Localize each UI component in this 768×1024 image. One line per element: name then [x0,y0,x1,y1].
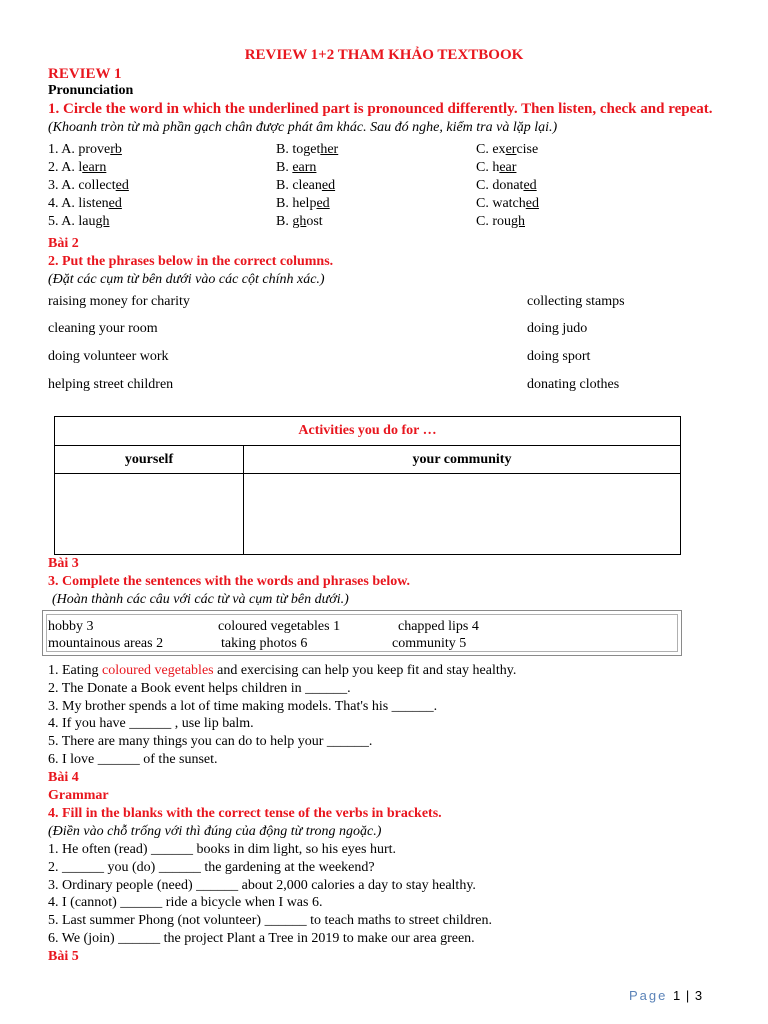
phrase-right-3: doing sport [527,349,591,364]
exercise-4-sentence-1: 1. He often (read) ______ books in dim light, so his eyes hurt. [48,842,397,857]
q2-option-b[interactable]: B. earn [276,160,317,175]
page-number: 1 [673,988,681,1003]
exercise-3-translation: (Hoàn thành các câu với các từ và cụm từ bên dưới.) [52,592,349,607]
exercise-1-heading: 1. Circle the word in which the underlined part is pronounced differently. Then listen, check and repeat. [48,101,713,117]
exercise-3-heading: 3. Complete the sentences with the words and phrases below. [48,574,411,589]
exercise-4-sentence-3: 3. Ordinary people (need) ______ about 2,000 calories a day to stay healthy. [48,878,476,893]
exercise-3-sentence-6: 6. I love ______ of the sunset. [48,752,218,767]
q5-option-a[interactable]: 5. A. laugh [48,214,110,229]
exercise-3-sentence-5: 5. There are many things you can do to help your ______. [48,734,373,749]
sentence-1-start: 1. Eating [48,663,103,678]
bai-4-label: Bài 4 [48,770,79,785]
cell-yourself[interactable] [55,474,244,555]
activities-table-header: Activities you do for … [55,417,681,446]
phrase-left-3: doing volunteer work [48,349,169,364]
grammar-heading: Grammar [48,788,109,803]
word-taking-photos: taking photos 6 [221,636,308,651]
activities-table [54,416,681,555]
phrase-left-2: cleaning your room [48,321,158,336]
exercise-1-translation: (Khoanh tròn từ mà phần gạch chân được phát âm khác. Sau đó nghe, kiểm tra và lặp lại.) [48,120,558,135]
word-hobby: hobby 3 [48,619,94,634]
exercise-4-heading: 4. Fill in the blanks with the correct tense of the verbs in brackets. [48,806,442,821]
q5-option-c[interactable]: C. rough [476,214,525,229]
exercise-3-sentence-2: 2. The Donate a Book event helps children in ______. [48,681,351,696]
page-separator: | [685,988,690,1003]
cell-your-community[interactable] [244,474,681,555]
q2-option-a[interactable]: 2. A. learn [48,160,107,175]
word-coloured-vegetables: coloured vegetables 1 [218,619,341,634]
phrase-left-4: helping street children [48,377,174,392]
phrase-left-1: raising money for charity [48,294,190,309]
q3-option-a[interactable]: 3. A. collected [48,178,129,193]
exercise-4-sentence-5: 5. Last summer Phong (not volunteer) ______ to teach maths to street children. [48,913,493,928]
exercise-4-translation: (Điền vào chỗ trống với thì đúng của động từ trong ngoặc.) [48,824,382,839]
q2-option-c[interactable]: C. hear [476,160,517,175]
q1-option-b[interactable]: B. together [276,142,339,157]
page-footer [629,988,702,1003]
page-total: 3 [694,988,703,1003]
bai-3-label: Bài 3 [48,556,79,571]
bai-5-label: Bài 5 [48,949,79,964]
phrase-right-2: doing judo [527,321,588,336]
q1-option-a[interactable]: 1. A. proverb [48,142,122,157]
sentence-1-answer: coloured vegetables [102,663,214,678]
word-mountainous-areas: mountainous areas 2 [48,636,164,651]
sentence-1-end: and exercising can help you keep fit and stay healthy. [213,663,517,678]
q4-option-a[interactable]: 4. A. listened [48,196,122,211]
exercise-4-sentence-4: 4. I (cannot) ______ ride a bicycle when I was 6. [48,895,323,910]
word-chapped-lips: chapped lips 4 [398,619,479,634]
q4-option-b[interactable]: B. helped [276,196,330,211]
q5-option-b[interactable]: B. ghost [276,214,323,229]
column-your-community: your community [244,446,681,474]
column-yourself: yourself [55,446,244,474]
bai-2-label: Bài 2 [48,236,79,251]
q4-option-c[interactable]: C. watched [476,196,539,211]
exercise-3-sentence-1 [48,662,516,680]
exercise-3-sentence-4: 4. If you have ______ , use lip balm. [48,716,254,731]
q1-option-c[interactable]: C. exercise [476,142,539,157]
exercise-3-sentence-3: 3. My brother spends a lot of time making models. That's his ______. [48,699,438,714]
page-label: Page [629,988,668,1003]
pronunciation-heading: Pronunciation [48,83,134,98]
exercise-4-sentence-2: 2. ______ you (do) ______ the gardening at the weekend? [48,860,375,875]
q3-option-b[interactable]: B. cleaned [276,178,336,193]
word-community: community 5 [392,636,467,651]
phrase-right-4: donating clothes [527,377,620,392]
phrase-right-1: collecting stamps [527,294,625,309]
exercise-4-sentence-6: 6. We (join) ______ the project Plant a Tree in 2019 to make our area green. [48,931,475,946]
exercise-2-heading: 2. Put the phrases below in the correct columns. [48,254,334,269]
word-box [42,610,682,656]
page-title: REVIEW 1+2 THAM KHẢO TEXTBOOK [244,47,524,63]
exercise-2-translation: (Đặt các cụm từ bên dưới vào các cột chính xác.) [48,272,325,287]
q3-option-c[interactable]: C. donated [476,178,537,193]
review-heading: REVIEW 1 [48,66,122,82]
